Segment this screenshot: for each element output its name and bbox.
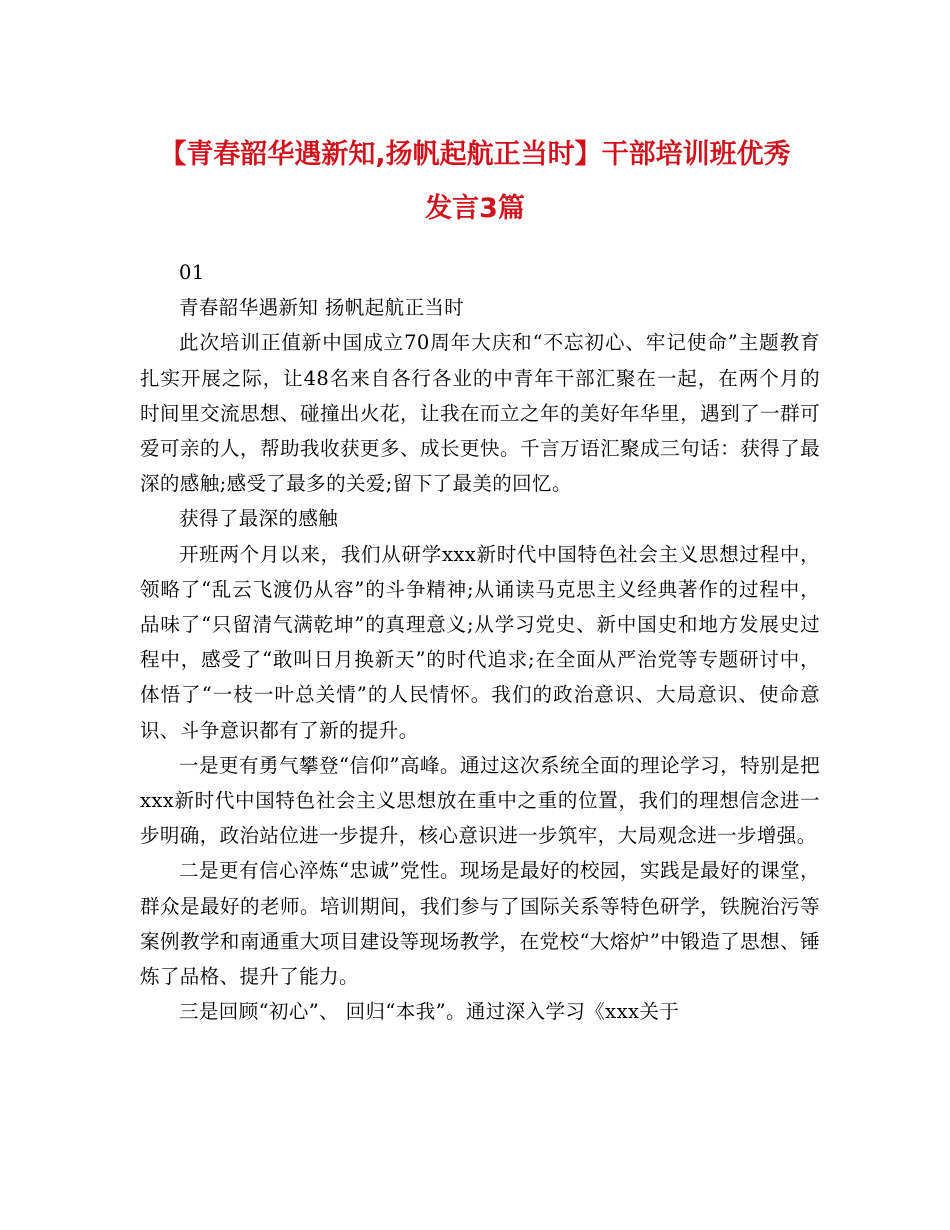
section-number: 01 <box>179 261 205 284</box>
body-paragraph: 一是更有勇气攀登“信仰”高峰。通过这次系统全面的理论学习，特别是把xxx新时代中国特色社会主义思想放在重中之重的位置，我们的理想信念进一步明确，政治站位进一步提升，核心意识进一步筑牢，大局观念进一步增强。 <box>140 753 820 848</box>
section-heading: 青春韶华遇新知 扬帆起航正当时 <box>179 296 465 320</box>
body-paragraph: 二是更有信心淬炼“忠诚”党性。现场是最好的校园，实践是最好的课堂，群众是最好的老师。培训期间，我们参与了国际关系等特色研学，铁腕治污等案例教学和南通重大项目建设等现场教学，在党校“大熔炉”中锻造了思想、锤炼了品格、提升了能力。 <box>140 859 820 989</box>
document-title <box>130 128 820 236</box>
title-line-2: 发言3篇 <box>425 193 525 224</box>
title-line-1: 【青春韶华遇新知,扬帆起航正当时】干部培训班优秀 <box>159 139 791 170</box>
body-paragraph: 开班两个月以来，我们从研学xxx新时代中国特色社会主义思想过程中，领略了“乱云飞渡仍从容”的斗争精神;从诵读马克思主义经典著作的过程中，品味了“只留清气满乾坤”的真理意义;从学习党史、新中国史和地方发展史过程中，感受了“敢叫日月换新天”的时代追求;在全面从严治党等专题研讨中，体悟了“一枝一叶总关情”的人民情怀。我们的政治意识、大局意识、使命意识、斗争意识都有了新的提升。 <box>140 542 820 742</box>
document-body <box>140 255 820 1029</box>
subheading: 获得了最深的感触 <box>179 507 339 531</box>
body-paragraph: 此次培训正值新中国成立70周年大庆和“不忘初心、牢记使命”主题教育扎实开展之际，让48名来自各行各业的中青年干部汇聚在一起，在两个月的时间里交流思想、碰撞出火花，让我在而立之年的美好年华里，遇到了一群可爱可亲的人，帮助我收获更多、成长更快。千言万语汇聚成三句话：获得了最深的感触;感受了最多的关爱;留下了最美的回忆。 <box>140 331 820 496</box>
body-paragraph: 三是回顾“初心”、 回归“本我”。通过深入学习《xxx关于 <box>179 1000 680 1024</box>
